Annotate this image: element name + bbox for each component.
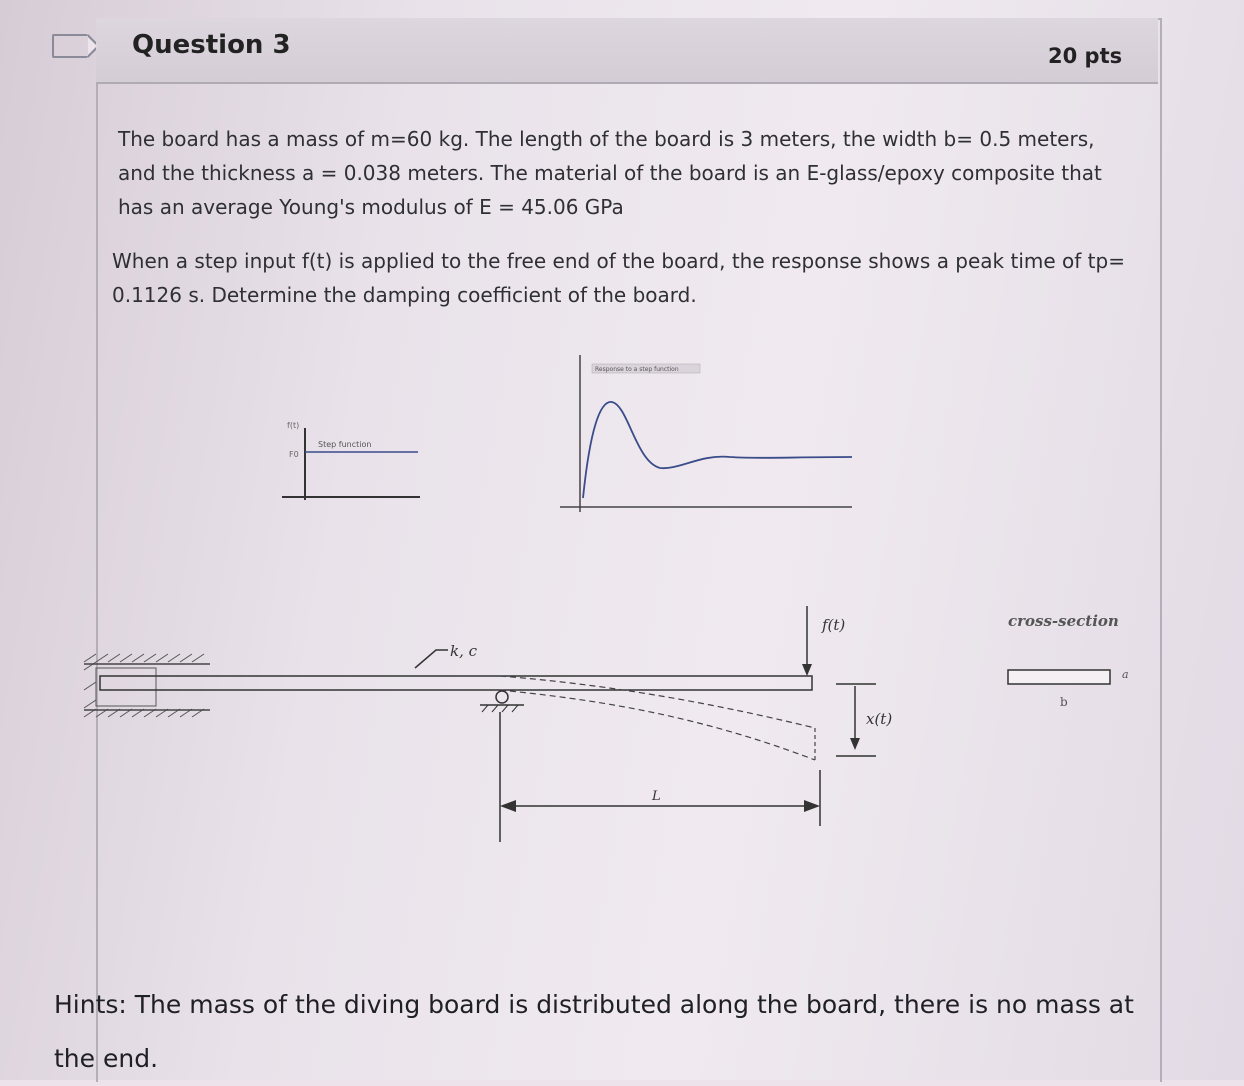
- question-title: Question 3: [132, 30, 291, 60]
- step-function-plot: [282, 421, 420, 500]
- problem-paragraph-2: When a step input f(t) is applied to the free end of the board, the response shows a peak time of tp= 0.1126 s. Determine the damping coefficient of the board.: [112, 249, 1125, 307]
- cs-width-label: b: [1060, 695, 1068, 709]
- step-y-label: f(t): [287, 421, 300, 430]
- cs-thickness-label: a: [1122, 668, 1129, 681]
- support-label: k, c: [450, 642, 478, 660]
- response-curve: [583, 402, 852, 498]
- question-points: 20 pts: [1048, 44, 1123, 68]
- step-plot-title: Step function: [318, 440, 372, 449]
- length-label: L: [652, 789, 661, 804]
- step-level-label: F0: [289, 450, 299, 459]
- cross-section-title: cross-section: [1008, 612, 1119, 630]
- hint-text: Hints: The mass of the diving board is distributed along the board, there is no mass at the end.: [54, 990, 1134, 1073]
- displacement-label: x(t): [866, 710, 893, 728]
- response-plot: [560, 355, 852, 512]
- response-plot-title: Response to a step function: [595, 366, 679, 373]
- force-label: f(t): [822, 616, 846, 634]
- problem-paragraph-1: The board has a mass of m=60 kg. The length of the board is 3 meters, the width b= 0.5 meters, and the thickness a = 0.038 meters. The material of the board is an E-glass/epoxy composite that has an average Young's modulus of E = 45.06 GPa: [118, 127, 1102, 219]
- diving-board-diagram: [84, 606, 1129, 842]
